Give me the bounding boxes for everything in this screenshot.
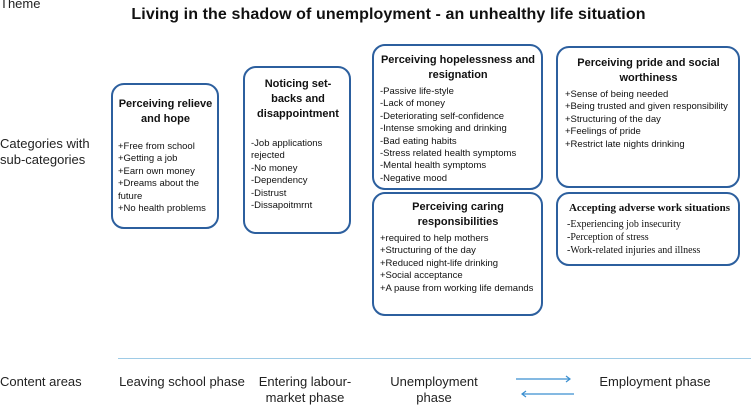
subcategory-item: +Free from school xyxy=(118,141,195,152)
subcategory-item: -No money xyxy=(251,162,298,174)
category-title: Accepting adverse work situations xyxy=(568,202,731,214)
subcategory-list xyxy=(565,89,732,151)
subcategory-item: -Mental health symptoms xyxy=(380,160,487,172)
subcategory-list xyxy=(567,218,732,257)
row-label-categories: Categories with sub-categories xyxy=(0,136,90,167)
category-box-setbacks xyxy=(243,66,351,234)
subcategory-list xyxy=(251,138,345,212)
content-area-divider xyxy=(118,358,751,359)
category-title: Perceiving caring responsibilities xyxy=(412,201,504,228)
subcategory-item: -Distrust xyxy=(251,187,287,199)
subcategory-item: +Structuring of the day xyxy=(565,113,661,125)
subcategory-item: -Passive life-style xyxy=(380,86,454,97)
category-title: Perceiving hopelessness and resignation xyxy=(380,54,536,81)
subcategory-item: -Dissapoitmrnt xyxy=(251,200,313,212)
subcategory-item: +Sense of being needed xyxy=(565,89,669,100)
subcategory-item: +Reduced night-life drinking xyxy=(380,257,499,269)
subcategory-item: -Bad eating habits xyxy=(380,135,457,147)
phase-entering-labour-market: Entering labour-market phase xyxy=(258,374,352,405)
subcategory-item: +Earn own money xyxy=(118,165,195,177)
category-title: Noticing set-backs and disappointment xyxy=(257,78,339,120)
subcategory-item: +Being trusted and given responsibility xyxy=(565,101,728,113)
row-label-theme: Theme xyxy=(0,0,41,11)
subcategory-item: +A pause from working life demands xyxy=(380,282,534,294)
subcategory-list xyxy=(380,86,536,185)
subcategory-item: -Intense smoking and drinking xyxy=(380,123,507,135)
subcategory-item: -Negative mood xyxy=(380,172,448,184)
subcategory-item: -Stress related health symptoms xyxy=(380,148,517,160)
subcategory-item: -Job applications rejected xyxy=(251,138,325,162)
subcategory-item: +Social acceptance xyxy=(380,270,463,282)
subcategory-item: +Getting a job xyxy=(118,153,178,165)
category-title: Perceiving relieve and hope xyxy=(118,98,213,125)
subcategory-item: +Feelings of pride xyxy=(565,126,641,138)
theme-title: Living in the shadow of unemployment - an unhealthy life situation xyxy=(131,6,646,23)
subcategory-item: +Structuring of the day xyxy=(380,245,476,257)
subcategory-item: -Lack of money xyxy=(380,98,445,110)
subcategory-item: +Restrict late nights drinking xyxy=(565,138,685,150)
subcategory-item: -Dependency xyxy=(251,175,308,187)
subcategory-list xyxy=(380,233,536,295)
subcategory-item: +required to help mothers xyxy=(380,233,489,244)
category-title: Perceiving pride and social worthiness xyxy=(577,57,720,84)
category-box-hopelessness xyxy=(372,44,543,190)
phase-leaving-school: Leaving school phase xyxy=(119,374,245,389)
category-box-pride xyxy=(556,46,740,188)
category-box-relieve-hope xyxy=(111,83,219,229)
phase-employment: Employment phase xyxy=(599,374,711,389)
phase-unemployment: Unemployment phase xyxy=(390,374,478,405)
subcategory-list xyxy=(118,141,213,215)
row-label-content-areas: Content areas xyxy=(0,374,82,389)
bidirectional-arrows-icon xyxy=(512,372,578,400)
category-box-caring xyxy=(372,192,543,316)
subcategory-item: -Experiencing job insecurity xyxy=(567,219,681,230)
subcategory-item: -Deteriorating self-confidence xyxy=(380,110,505,122)
subcategory-item: -Work-related injuries and illness xyxy=(567,245,701,256)
category-box-adverse-work xyxy=(556,192,740,266)
subcategory-item: +Dreams about the future xyxy=(118,178,202,202)
subcategory-item: -Perception of stress xyxy=(567,232,649,243)
subcategory-item: +No health problems xyxy=(118,203,206,215)
